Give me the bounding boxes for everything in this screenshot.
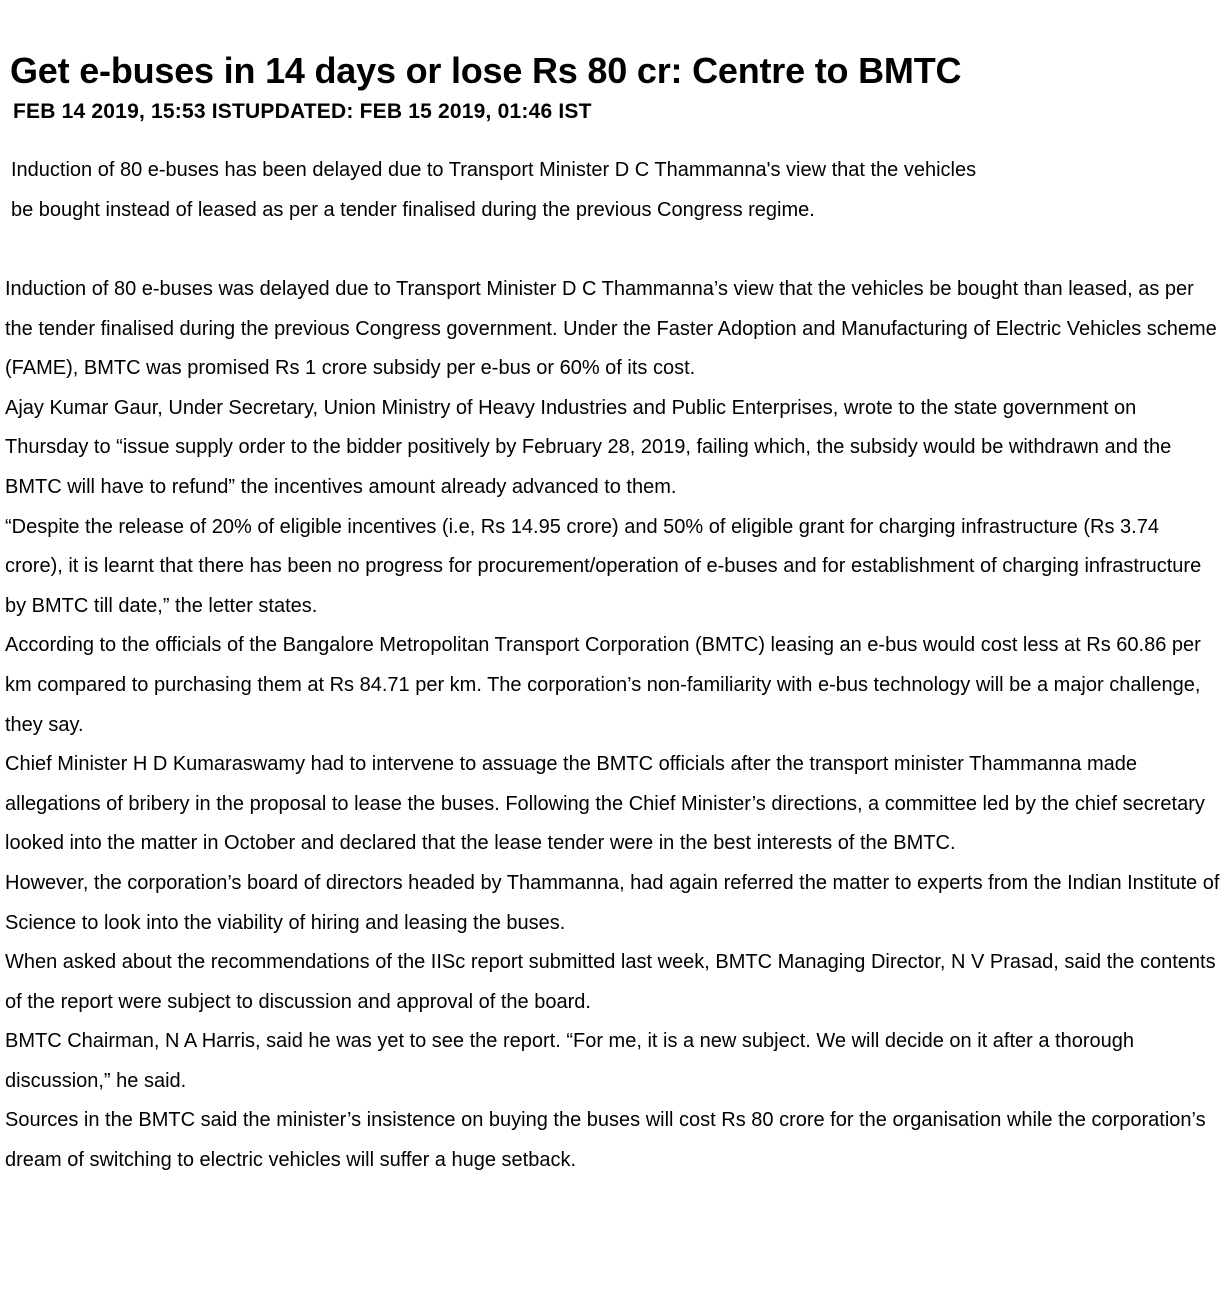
article-dateline: FEB 14 2019, 15:53 ISTUPDATED: FEB 15 2019, 01:46 IST	[13, 100, 592, 123]
article-paragraph: “Despite the release of 20% of eligible incentives (i.e, Rs 14.95 crore) and 50% of eligible grant for charging infrastructure (Rs 3.74 crore), it is learnt that there has been no progress for procurement/operation of e-buses and for establishment of charging infrastructure by BMTC till date,” the letter states.	[5, 515, 1202, 617]
article-summary: Induction of 80 e-buses has been delayed due to Transport Minister D C Thammanna's view that the vehicles be bought instead of leased as per a tender finalised during the previous Congress regime.	[11, 159, 977, 221]
article-paragraph: When asked about the recommendations of the IISc report submitted last week, BMTC Managing Director, N V Prasad, said the contents of the report were subject to discussion and approval of the board.	[5, 951, 1216, 1013]
article-paragraph: BMTC Chairman, N A Harris, said he was yet to see the report. “For me, it is a new subject. We will decide on it after a thorough discussion,” he said.	[5, 1030, 1134, 1092]
article-paragraph: Chief Minister H D Kumaraswamy had to intervene to assuage the BMTC officials after the transport minister Thammanna made allegations of bribery in the proposal to lease the buses. Following the Chief Minister’s directions, a committee led by the chief secretary looked into the matter in October and declared that the lease tender were in the best interests of the BMTC.	[5, 753, 1205, 855]
article-paragraph: However, the corporation’s board of directors headed by Thammanna, had again referred the matter to experts from the Indian Institute of Science to look into the viability of hiring and leasing the buses.	[5, 871, 1220, 934]
article-paragraph: Sources in the BMTC said the minister’s insistence on buying the buses will cost Rs 80 crore for the organisation while the corporation’s dream of switching to electric vehicles will suffer a huge setback.	[5, 1109, 1206, 1172]
article-paragraph: Induction of 80 e-buses was delayed due to Transport Minister D C Thammanna’s view that the vehicles be bought than leased, as per the tender finalised during the previous Congress government. Under the Faster Adoption and Manufacturing of Electric Vehicles scheme (FAME), BMTC was promised Rs 1 crore subsidy per e-bus or 60% of its cost.	[5, 278, 1217, 380]
article-body	[5, 270, 1221, 1181]
article-paragraph: Ajay Kumar Gaur, Under Secretary, Union Ministry of Heavy Industries and Public Enterprises, wrote to the state government on Thursday to “issue supply order to the bidder positively by February 28, 2019, failing which, the subsidy would be withdrawn and the BMTC will have to refund” the incentives amount already advanced to them.	[5, 396, 1172, 498]
article-paragraph: According to the officials of the Bangalore Metropolitan Transport Corporation (BMTC) leasing an e-bus would cost less at Rs 60.86 per km compared to purchasing them at Rs 84.71 per km. The corporation’s non-familiarity with e-bus technology will be a major challenge, they say.	[5, 634, 1201, 736]
article-headline: Get e-buses in 14 days or lose Rs 80 cr: Centre to BMTC	[10, 50, 962, 91]
